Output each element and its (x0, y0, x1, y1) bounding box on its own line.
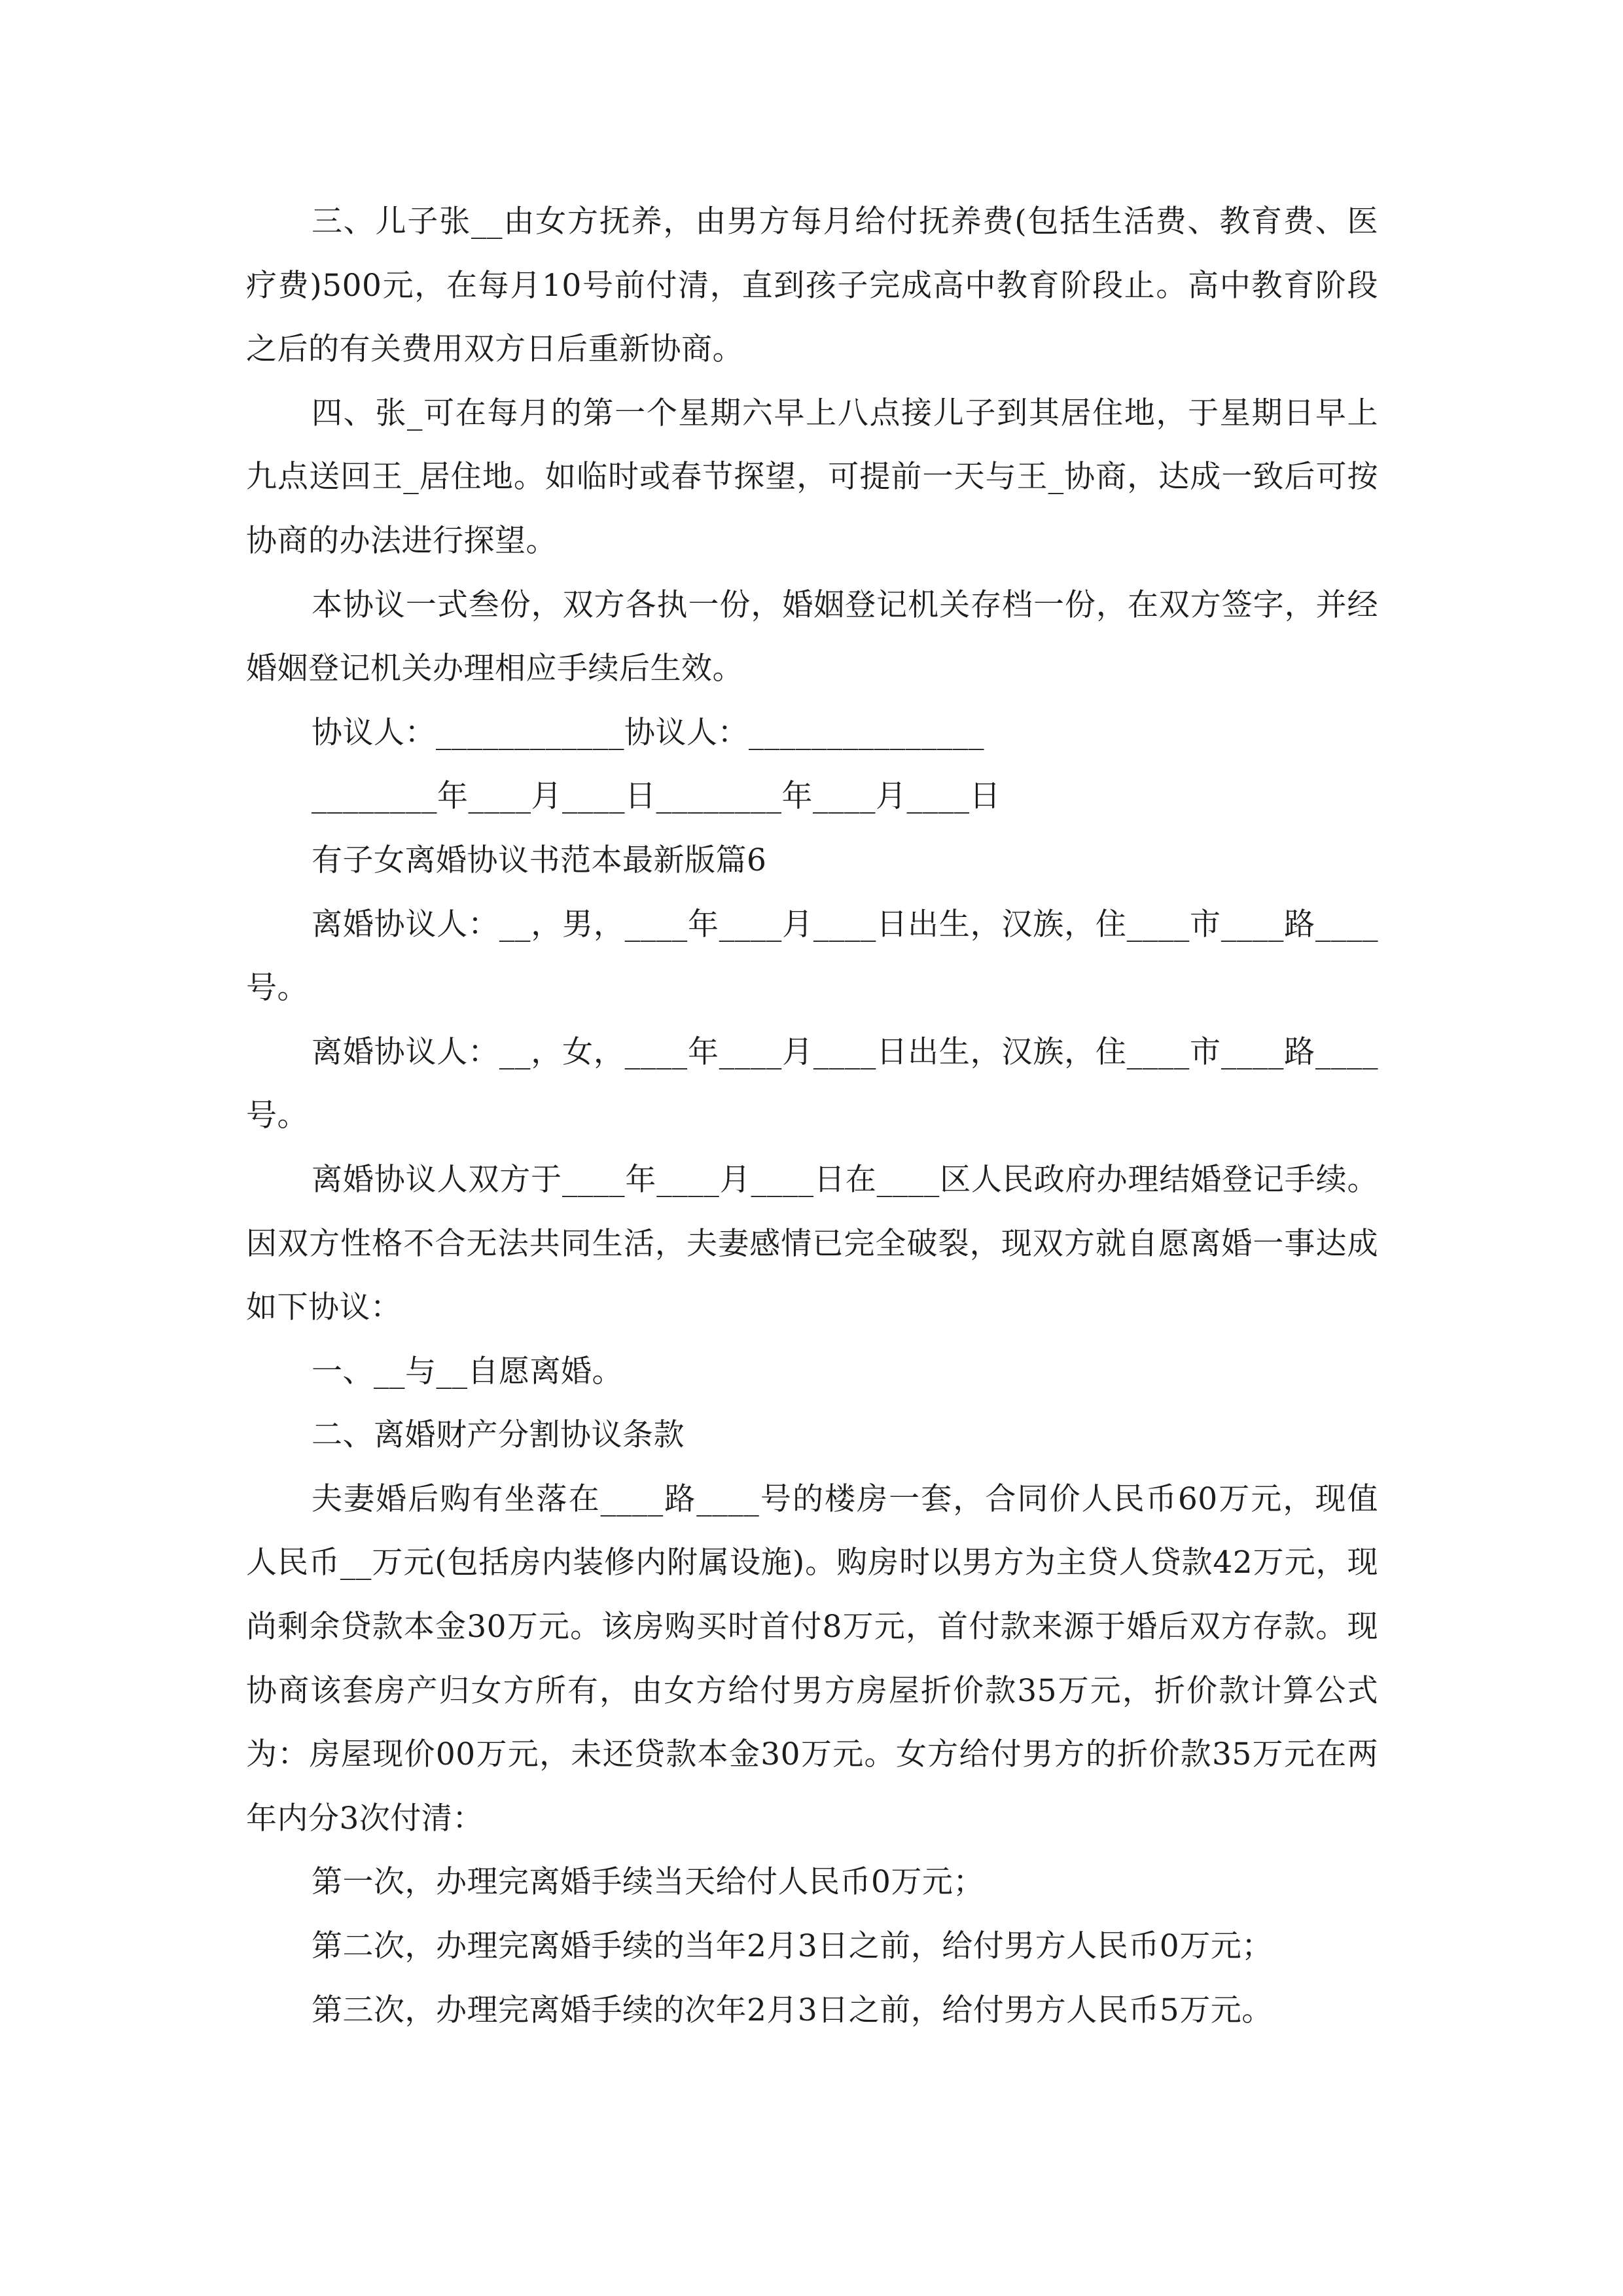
clause-voluntary-divorce: 一、__与__自愿离婚。 (312, 1353, 623, 1390)
paragraph-marriage-registration: 离婚协议人双方于____年____月____日在____区人民政府办理结婚登记手续。因双方性格不合无法共同生活，夫妻感情已完全破裂，现双方就自愿离婚一事达成如下协议： (246, 1161, 1378, 1326)
payment-first: 第一次，办理完离婚手续当天给付人民币0万元； (312, 1864, 984, 1901)
paragraph-copies-effect: 本协议一式叁份，双方各执一份，婚姻登记机关存档一份，在双方签字，并经婚姻登记机关办理相应手续后生效。 (246, 586, 1378, 687)
date-line: ________年____月____日________年____月____日 (312, 778, 1001, 815)
party-female: 离婚协议人：__，女，____年____月____日出生，汉族，住____市____路____号。 (246, 1033, 1378, 1134)
clause-property-heading: 二、离婚财产分割协议条款 (312, 1417, 685, 1454)
payment-second: 第二次，办理完离婚手续的当年2月3日之前，给付男方人民币0万元； (312, 1928, 1273, 1965)
paragraph-property-division: 夫妻婚后购有坐落在____路____号的楼房一套，合同价人民币60万元，现值人民币__万元(包括房内装修内附属设施)。购房时以男方为主贷人贷款42万元，现尚剩余贷款本金30万元。该房购买时首付8万元，首付款来源于婚后双方存款。现协商该套房产归女方所有，由女方给付男方房屋折价款35万元，折价款计算公式为：房屋现价00万元，未还贷款本金30万元。女方给付男方的折价款35万元在两年内分3次付清： (246, 1480, 1378, 1837)
document-body (246, 190, 1378, 2042)
section-heading: 有子女离婚协议书范本最新版篇6 (312, 842, 767, 878)
paragraph-child-custody: 三、儿子张__由女方抚养，由男方每月给付抚养费(包括生活费、教育费、医疗费)500元，在每月10号前付清，直到孩子完成高中教育阶段止。高中教育阶段之后的有关费用双方日后重新协商。 (246, 204, 1378, 368)
party-male: 离婚协议人：__，男，____年____月____日出生，汉族，住____市____路____号。 (246, 906, 1378, 1007)
payment-third: 第三次，办理完离婚手续的次年2月3日之前，给付男方人民币5万元。 (312, 1992, 1273, 2028)
signature-line: 协议人：____________协议人：_______________ (312, 714, 984, 751)
paragraph-visitation: 四、张_可在每月的第一个星期六早上八点接儿子到其居住地，于星期日早上九点送回王_居住地。如临时或春节探望，可提前一天与王_协商，达成一致后可按协商的办法进行探望。 (246, 395, 1378, 559)
